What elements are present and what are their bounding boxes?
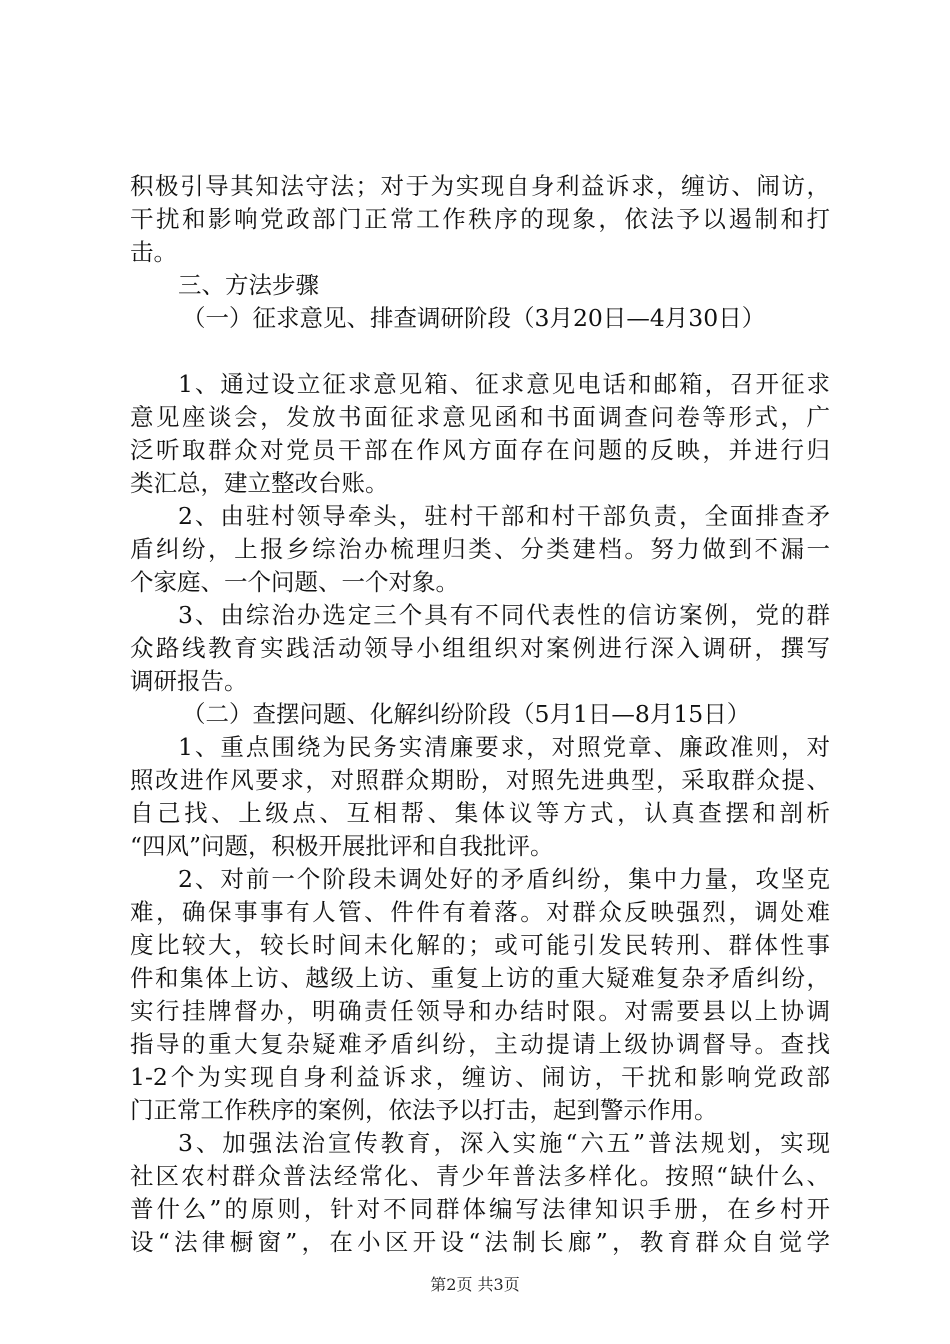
body-line: 难，确保事事有人管、件件有着落。对群众反映强烈，调处难 — [130, 898, 830, 926]
body-line: 度比较大，较长时间未化解的；或可能引发民转刑、群体性事 — [130, 931, 830, 959]
body-line: 照改进作风要求，对照群众期盼，对照先进典型，采取群众提、 — [130, 766, 830, 794]
body-line: 泛听取群众对党员干部在作风方面存在问题的反映，并进行归 — [130, 436, 830, 464]
body-line: 众路线教育实践活动领导小组组织对案例进行深入调研，撰写 — [130, 634, 830, 662]
body-line: 社区农村群众普法经常化、青少年普法多样化。按照“缺什么、 — [130, 1162, 830, 1190]
body-line: 盾纠纷，上报乡综治办梳理归类、分类建档。努力做到不漏一 — [130, 535, 830, 563]
body-line: 件和集体上访、越级上访、重复上访的重大疑难复杂矛盾纠纷， — [130, 964, 830, 992]
body-line: 1、重点围绕为民务实清廉要求，对照党章、廉政准则，对 — [178, 733, 830, 761]
body-line: 自己找、上级点、互相帮、集体议等方式，认真查摆和剖析 — [130, 799, 830, 827]
body-line: 个家庭、一个问题、一个对象。 — [130, 568, 459, 596]
body-line: 3、加强法治宣传教育，深入实施“六五”普法规划，实现 — [178, 1129, 830, 1157]
body-line: 指导的重大复杂疑难矛盾纠纷，主动提请上级协调督导。查找 — [130, 1030, 830, 1058]
body-line: 门正常工作秩序的案例，依法予以打击，起到警示作用。 — [130, 1096, 718, 1124]
body-line: 类汇总，建立整改台账。 — [130, 469, 389, 497]
body-line: 积极引导其知法守法；对于为实现自身利益诉求，缠访、闹访， — [130, 172, 830, 200]
body-line: 实行挂牌督办，明确责任领导和办结时限。对需要县以上协调 — [130, 997, 830, 1025]
body-line: “四风”问题，积极开展批评和自我批评。 — [130, 832, 554, 860]
body-line: 干扰和影响党政部门正常工作秩序的现象，依法予以遏制和打 — [130, 205, 830, 233]
body-line: 调研报告。 — [130, 667, 248, 695]
body-line: 普什么”的原则，针对不同群体编写法律知识手册，在乡村开 — [130, 1195, 830, 1223]
subsection-heading: （二）查摆问题、化解纠纷阶段（5月1日—8月15日） — [182, 700, 751, 728]
body-line: 3、由综治办选定三个具有不同代表性的信访案例，党的群 — [178, 601, 830, 629]
body-line: 2、由驻村领导牵头，驻村干部和村干部负责，全面排查矛 — [178, 502, 830, 530]
body-line: 1-2个为实现自身利益诉求，缠访、闹访，干扰和影响党政部 — [130, 1063, 830, 1091]
section-heading: 三、方法步骤 — [178, 271, 319, 299]
subsection-heading: （一）征求意见、排查调研阶段（3月20日—4月30日） — [182, 304, 766, 332]
body-line: 击。 — [130, 238, 177, 266]
body-line: 意见座谈会，发放书面征求意见函和书面调查问卷等形式，广 — [130, 403, 830, 431]
body-line: 2、对前一个阶段未调处好的矛盾纠纷，集中力量，攻坚克 — [178, 865, 830, 893]
page-number-footer: 第2页 共3页 — [430, 1275, 520, 1294]
body-line: 设“法律橱窗”，在小区开设“法制长廊”，教育群众自觉学 — [130, 1228, 830, 1256]
body-line: 1、通过设立征求意见箱、征求意见电话和邮箱，召开征求 — [178, 370, 830, 398]
